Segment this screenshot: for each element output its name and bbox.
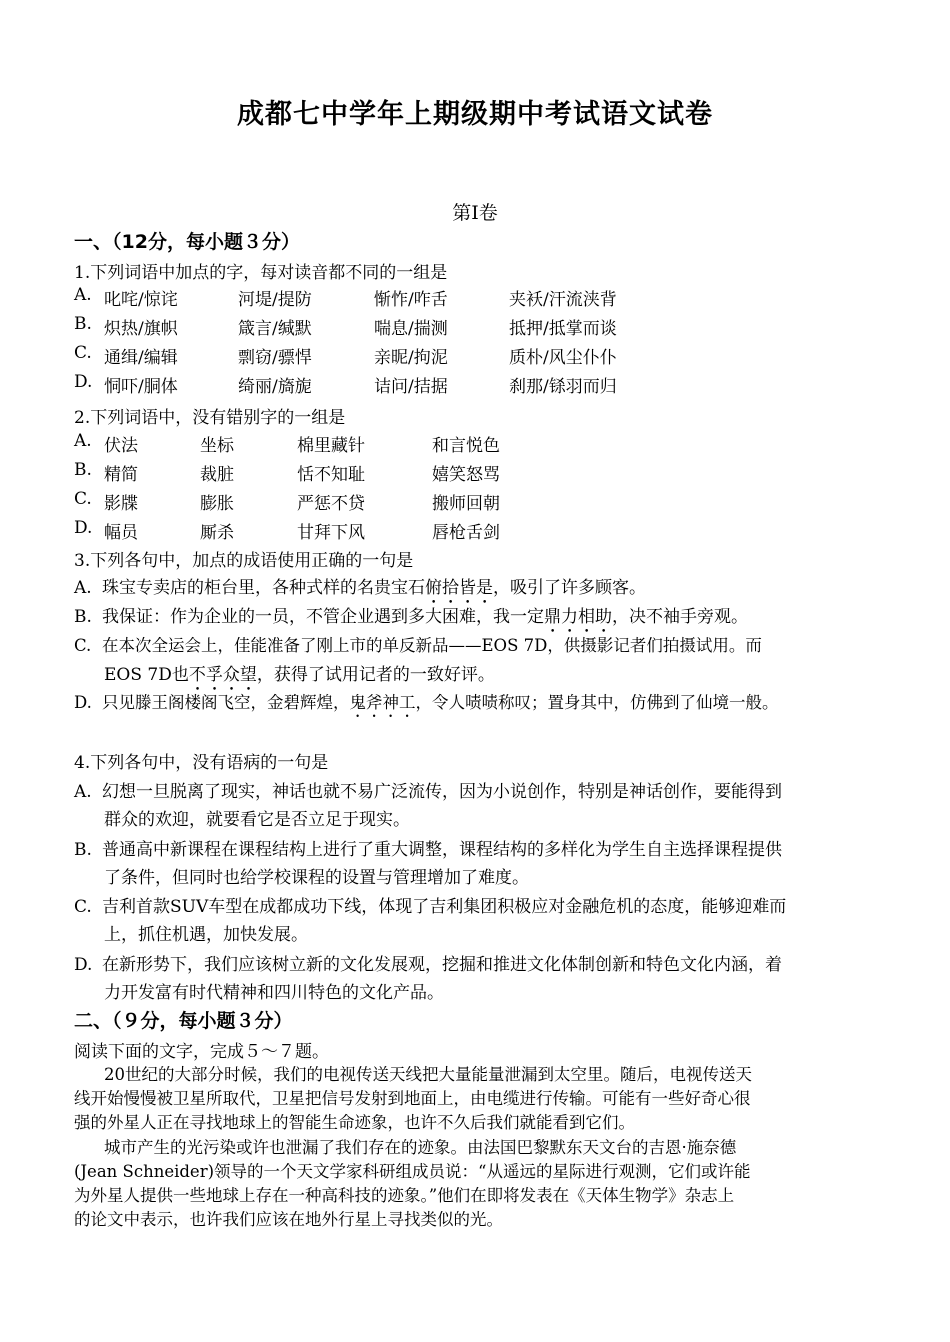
option-item: 恬不知耻 xyxy=(297,465,365,485)
q4-option-d-cont: 力开发富有时代精神和四川特色的文化产品。 xyxy=(104,983,444,1003)
volume-label: 第Ⅰ卷 xyxy=(452,202,498,224)
option-key: A. xyxy=(74,285,92,305)
option-text: EOS 7D也 xyxy=(104,665,189,685)
option-item: 炽热/旗帜 xyxy=(104,319,178,339)
dotted-idiom: 鼎力相助 xyxy=(544,607,612,627)
option-key: A. xyxy=(74,431,92,451)
option-text: 珠宝专卖店的柜台里，各种式样的名贵宝石 xyxy=(102,578,425,598)
option-item: 亲昵/拘泥 xyxy=(374,348,448,368)
option-item: 厮杀 xyxy=(200,523,234,543)
q3-option-c xyxy=(74,632,762,656)
option-text: 只见滕王阁楼阁飞空，金碧辉煌， xyxy=(102,693,350,712)
option-key: D. xyxy=(74,955,93,975)
passage-line: 的论文中表示，也许我们应该在地外行星上寻找类似的光。 xyxy=(74,1210,503,1229)
q2-stem: 2.下列词语中，没有错别字的一组是 xyxy=(74,408,346,428)
option-key: B. xyxy=(74,607,92,627)
dotted-idiom: 不孚众望 xyxy=(188,665,257,685)
q1-stem: 1.下列词语中加点的字，每对读音都不同的一组是 xyxy=(74,263,448,283)
option-item: 通缉/编辑 xyxy=(104,348,178,368)
option-key: B. xyxy=(74,314,92,334)
passage-line: 城市产生的光污染或许也泄漏了我们存在的迹象。由法国巴黎默东天文台的吉恩·施奈德 xyxy=(104,1138,737,1157)
q4-option-d xyxy=(74,950,782,975)
option-item: 刹那/铩羽而归 xyxy=(509,377,617,397)
page-title: 成都七中学年上期级期中考试语文试卷 xyxy=(237,99,713,130)
option-item: 唇枪舌剑 xyxy=(432,523,500,543)
option-item: 河堤/提防 xyxy=(238,290,312,310)
passage-line: 20世纪的大部分时候，我们的电视传送天线把大量能量泄漏到太空里。随后，电视传送天 xyxy=(104,1065,752,1084)
option-item: 伏法 xyxy=(104,436,138,456)
option-text: 吉利首款SUV车型在成都成功下线，体现了吉利集团积极应对金融危机的态度，能够迎难而 xyxy=(102,897,787,917)
option-key: D. xyxy=(74,518,93,538)
option-text: ，决不袖手旁观。 xyxy=(612,607,748,627)
option-item: 剽窃/骠悍 xyxy=(238,348,312,368)
option-item: 甘拜下风 xyxy=(297,523,365,543)
option-key: D. xyxy=(74,372,93,392)
dotted-idiom: 鬼斧神工 xyxy=(349,693,416,712)
q4-stem: 4.下列各句中，没有语病的一句是 xyxy=(74,753,329,773)
option-item: 绮丽/旖旎 xyxy=(238,377,312,397)
option-item: 严惩不贷 xyxy=(297,494,365,514)
option-item: 棉里藏针 xyxy=(297,436,365,456)
option-item: 惭怍/咋舌 xyxy=(374,290,448,310)
option-item: 恫吓/胴体 xyxy=(104,377,178,397)
option-key: D. xyxy=(74,693,92,712)
option-text: ，令人啧啧称叹；置身其中，仿佛到了仙境一般。 xyxy=(415,693,779,712)
q4-option-c-cont: 上，抓住机遇，加快发展。 xyxy=(104,925,308,945)
option-key: C. xyxy=(74,343,92,363)
option-key: C. xyxy=(74,897,92,917)
option-item: 膨胀 xyxy=(200,494,234,514)
option-key: A. xyxy=(74,782,92,802)
option-key: C. xyxy=(74,636,92,655)
option-item: 嬉笑怒骂 xyxy=(432,465,500,485)
option-item: 和言悦色 xyxy=(432,436,500,456)
dotted-idiom: 俯拾皆是 xyxy=(425,578,493,598)
option-item: 箴言/缄默 xyxy=(238,319,312,339)
option-item: 叱咤/惊诧 xyxy=(104,290,178,310)
option-text: ，吸引了许多顾客。 xyxy=(493,578,646,598)
option-item: 坐标 xyxy=(200,436,234,456)
section2-header: 二、（９分，每小题３分） xyxy=(74,1010,293,1032)
option-item: 喘息/揣测 xyxy=(374,319,448,339)
passage-line: 强的外星人正在寻找地球上的智能生命迹象，也许不久后我们就能看到它们。 xyxy=(74,1113,635,1132)
option-item: 搬师回朝 xyxy=(432,494,500,514)
option-key: A. xyxy=(74,578,92,598)
option-key: C. xyxy=(74,489,92,509)
section1-header: 一、（12分，每小题３分） xyxy=(74,231,300,253)
option-item: 幅员 xyxy=(104,523,138,543)
q4-option-a-cont: 群众的欢迎，就要看它是否立足于现实。 xyxy=(104,810,410,830)
option-item: 夹袄/汗流浃背 xyxy=(509,290,617,310)
q4-option-b xyxy=(74,835,782,860)
option-key: B. xyxy=(74,840,92,860)
option-item: 裁脏 xyxy=(200,465,234,485)
option-text: 在新形势下，我们应该树立新的文化发展观，挖掘和推进文化体制创新和特色文化内涵，着 xyxy=(102,955,782,975)
option-text: 幻想一旦脱离了现实，神话也就不易广泛流传，因为小说创作，特别是神话创作，要能得到 xyxy=(102,782,782,802)
option-item: 精简 xyxy=(104,465,138,485)
option-text: 普通高中新课程在课程结构上进行了重大调整，课程结构的多样化为学生自主选择课程提供 xyxy=(102,840,782,860)
q4-option-a xyxy=(74,777,782,802)
passage-line: 线开始慢慢被卫星所取代，卫星把信号发射到地面上，由电缆进行传输。可能有一些好奇心很 xyxy=(74,1089,751,1108)
option-item: 抵押/抵掌而谈 xyxy=(509,319,617,339)
option-text: 在本次全运会上，佳能准备了刚上市的单反新品——EOS 7D，供摄影记者们拍摄试用。而 xyxy=(102,636,762,655)
option-item: 诘问/拮据 xyxy=(374,377,448,397)
option-item: 影牒 xyxy=(104,494,138,514)
option-item: 质朴/风尘仆仆 xyxy=(509,348,617,368)
option-text: 我保证：作为企业的一员，不管企业遇到多大困难，我一定 xyxy=(102,607,544,627)
q3-stem: 3.下列各句中，加点的成语使用正确的一句是 xyxy=(74,551,414,571)
option-text: ，获得了试用记者的一致好评。 xyxy=(256,665,495,685)
option-key: B. xyxy=(74,460,92,480)
q3-option-d xyxy=(74,689,779,721)
q4-option-b-cont: 了条件，但同时也给学校课程的设置与管理增加了难度。 xyxy=(104,868,529,888)
q4-option-c xyxy=(74,892,786,917)
passage-line: 为外星人提供一些地球上存在一种高科技的迹象。”他们在即将发表在《天体生物学》杂志上 xyxy=(74,1186,735,1205)
passage-line: (Jean Schneider)领导的一个天文学家科研组成员说：“从遥远的星际进行观测，它们或许能 xyxy=(74,1162,751,1181)
reading-instruction: 阅读下面的文字，完成５～７题。 xyxy=(74,1042,329,1062)
